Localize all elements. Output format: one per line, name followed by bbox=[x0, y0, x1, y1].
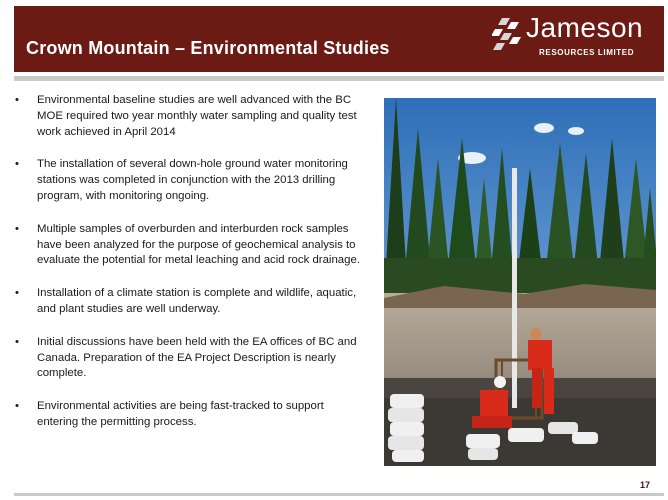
bullet-item bbox=[12, 335, 362, 382]
bullet-dot: • bbox=[15, 400, 19, 413]
bullet-item bbox=[12, 93, 362, 140]
page-number: 17 bbox=[640, 480, 651, 490]
bullet-text: Installation of a climate station is complete and wildlife, aquatic, and plant studies are well underway. bbox=[37, 287, 357, 315]
bullet-text: Environmental baseline studies are well advanced with the BC MOE required two year monthly water sampling and quality test work achieved in April 2014 bbox=[37, 94, 357, 138]
bullet-dot: • bbox=[15, 222, 19, 235]
logo-subtitle: RESOURCES LIMITED bbox=[539, 48, 635, 57]
site-photo bbox=[384, 98, 656, 466]
bullet-text: The installation of several down-hole ground water monitoring stations was completed in conjunction with the 2013 drilling program, with monitoring ongoing. bbox=[37, 158, 348, 202]
bullet-item bbox=[12, 286, 362, 318]
bullet-list bbox=[12, 93, 362, 431]
logo-name: Jameson bbox=[526, 12, 644, 43]
bullet-dot: • bbox=[15, 94, 19, 106]
header-rule bbox=[14, 76, 664, 81]
bullet-dot: • bbox=[15, 335, 19, 348]
jameson-mark-icon bbox=[492, 16, 522, 56]
page-title: Crown Mountain – Environmental Studies bbox=[26, 38, 390, 58]
bullet-text: Initial discussions have been held with the EA offices of BC and Canada. Preparation of the EA Project Description is nearly complete. bbox=[37, 335, 357, 380]
bullet-dot: • bbox=[15, 158, 19, 171]
company-logo bbox=[492, 14, 652, 64]
bullet-dot: • bbox=[15, 287, 19, 300]
footer-rule bbox=[14, 493, 664, 496]
bullet-item bbox=[12, 222, 362, 269]
bullet-text: Environmental activities are being fast-tracked to support entering the permitting process. bbox=[37, 400, 324, 428]
bullet-text: Multiple samples of overburden and interburden rock samples have been analyzed for the purpose of geochemical analysis to evaluate the potential for metal leaching and acid rock drainage. bbox=[37, 222, 360, 267]
bullet-item bbox=[12, 399, 362, 431]
bullet-item bbox=[12, 157, 362, 204]
